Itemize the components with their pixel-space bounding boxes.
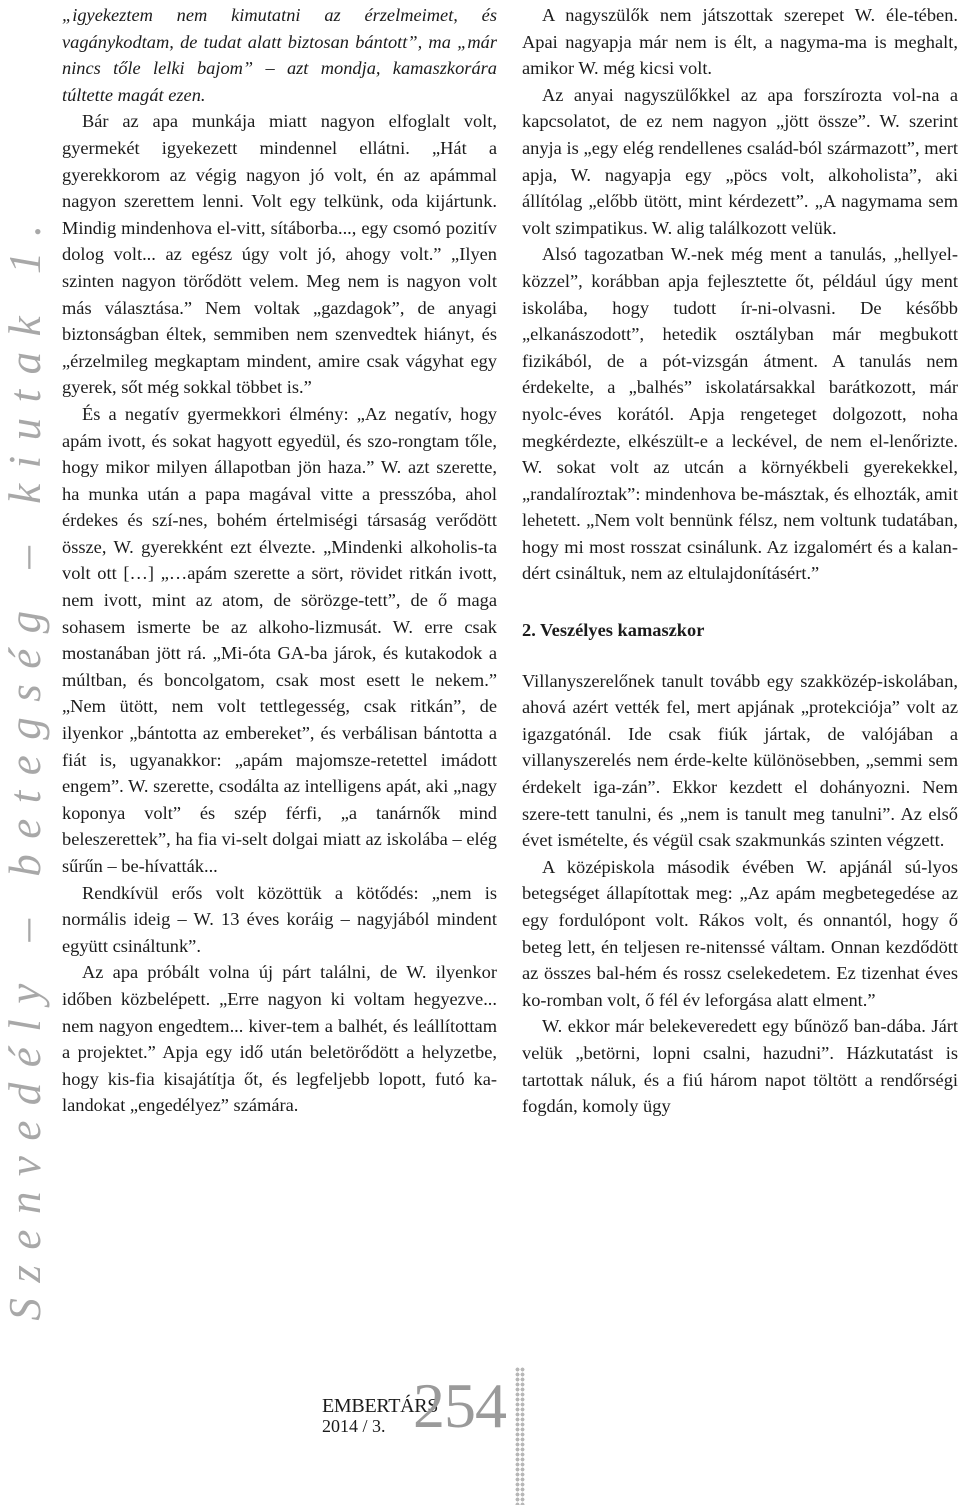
paragraph: Az anyai nagyszülőkkel az apa forszírozta vol-na a kapcsolatot, de ez nem nagyon „jött össze”. W. szerint anyja is „egy elég rendellenes család-ból származott”, mert apja, W. nagyapja egy „pöcs volt, alkoholista”, aki állítólag „előbb ütött, mint kérdezett”. „A nagymama sem volt szimpatikus. W. alig találkozott velük. (522, 84, 958, 238)
left-column (62, 2, 497, 1119)
paragraph: „igyekeztem nem kimutatni az érzelmeimet, és vagánykodtam, de tudat alatt biztosan bántott”, ma „már nincs tőle lelki bajom” – azt mondja, kamaszkorára túltette magát ezen. (62, 5, 497, 105)
section-heading: 2. Veszélyes kamaszkor (522, 620, 705, 641)
paragraph: W. ekkor már belekeveredett egy bűnöző ban-dába. Járt velük „betörni, lopni csalni, hazudni”. Házkutatást is tartottak náluk, és a fiú három napot töltött a rendőrségi fogdán, komoly ügy (522, 1016, 958, 1117)
paragraph: Villanyszerelőnek tanult tovább egy szakközép-iskolában, ahová azért vették fel, mert apjának „protekciója” volt az igazgatónál. Ide csak fiúk jártak, de valójában a villanyszerelés nem érde-kelte különösebben, „semmi sem érdekelt iga-zán”. Ekkor kezdett el dohányozni. Nem szere-tett tanulni, és „nem is tanult meg tanulni”. Az első évet ismételte, és végül csak szakmunkás szinten végzett. (522, 670, 958, 851)
right-column (522, 2, 958, 1120)
magazine-title: EMBERTÁRS (322, 1395, 439, 1417)
issue-number: 2014 / 3. (322, 1416, 386, 1436)
paragraph: Rendkívül erős volt közöttük a kötődés: „nem is normális ideig – W. 13 éves koráig – nagyjából mindent együtt csináltunk”. (62, 882, 497, 956)
paragraph: Alsó tagozatban W.-nek még ment a tanulás, „hellyel-közzel”, korábban apja fejlesztette őt, például úgy ment iskolába, hogy tudott ír-ni-olvasni. De később „elkanászodott”, hetedik osztályban már megbukott fizikából, de a pót-vizsgán átment. A tanulás nem érdekelte, a „balhés” iskolatársakkal barátkozott, már nyolc-éves korától. Apja rengeteget dolgozott, noha megkérdezte, elkészült-e a leckével, de nem el-lenőrizte. W. sokat volt az utcán a környékbeli gyerekekkel, „randalíroztak”: mindenhova be-másztak, és elhozták, amit lehetett. „Nem volt bennünk félsz, nem voltunk tudatában, hogy mi most rosszat csinálunk. Az izgalomért és a kalan-dért csináltuk, nem az eltulajdonításért.” (522, 244, 958, 584)
paragraph: A középiskola második évében W. apjánál sú-lyos betegséget állapítottak meg: „Az apám megbetegedése az egy fordulópont volt. Rákos volt, és onnantól, hogy ő beteg lett, én teljesen re-nitenssé váltam. Onnan kezdődött az összes bal-hém és rossz cselekedetem. Ez tizenhat éves ko-romban volt, ő fél év leforgása alatt elment.” (522, 856, 958, 1010)
page-footer (322, 1370, 506, 1450)
paragraph: A nagyszülők nem játszottak szerepet W. éle-tében. Apai nagyapja már nem is élt, a nagyma-ma is meghalt, amikor W. még kicsi volt. (522, 5, 958, 79)
paragraph: Bár az apa munkája miatt nagyon elfoglalt volt, gyermekét igyekezett mindennel ellátni. „Hát a gyerekkorom az végig nagyon jó volt, én az apámmal nagyon szerettem lenni. Volt egy telkünk, oda kijártunk. Mindig mindenhova el-vitt, sítáborba..., egy csomó pozitív dolog volt... az egész úgy volt jó, ahogy volt.” „Ilyen szinten nagyon törődött velem. Meg nem is nagyon volt más választása.” Nem voltak „gazdagok”, de anyagi biztonságban éltek, semmiben nem szenvedtek hiányt, és „érzelmileg megkaptam mindent, amire csak vágyhat egy gyerek, sőt még sokkal többet is.” (62, 111, 497, 398)
paragraph: És a negatív gyermekkori élmény: „Az negatív, hogy apám ivott, és sokat hagyott egyedül, és szo-rongtam tőle, hogy mikor milyen állapotban jön haza.” W. azt szerette, ha munka után a papa magával vitte a presszóba, ahol érdekes és szí-nes, bohém értelmiségi társaság verődött össze, W. gyerekként ezt élvezte. „Mindenki alkoholis-ta volt ott […] „…apám szerette a sört, rövidet ritkán ivott, nem ivott, mint az atom, de sörözge-tett”, de ő maga sohasem ismerte be az alkoho-lizmusát. W. erre csak mostanában jött rá. „Mi-óta GA-ba járok, és kutakodok a múltban, és boncolgatom, csak most esett le nekem.” „Nem ütött, nem volt tettlegesség, csak ritkán”, de ilyenkor „bántotta az embereket”, és verbálisan bántotta a fiát is, ugyanakkor: „apám majomsze-retettel imádott engem”. W. szerette, csodálta az intelligens apát, aki „nagy koponya volt” és szép férfi, „a tanárnők mind beleszerettek”, ha fia vi-selt dolgai miatt az iskolába – elég sűrűn – be-hívatták... (62, 403, 497, 876)
page-number: 254 (413, 1370, 506, 1441)
paragraph: Az apa próbált volna új párt találni, de W. ilyenkor időben közbelépett. „Erre nagyon ki voltam hegyezve... nem nagyon engedtem... kiver-tem a balhét, és leállítottam a projektet.” Apja egy idő után beletörődött a helyzetbe, hogy kis-fia kisajátítja őt, és legfeljebb lopott, futó ka-landokat „engedélyez” számára. (62, 962, 497, 1116)
side-title: Szenvedély – betegség – kiutak 1. (0, 209, 50, 1321)
dotted-divider (515, 1367, 525, 1505)
